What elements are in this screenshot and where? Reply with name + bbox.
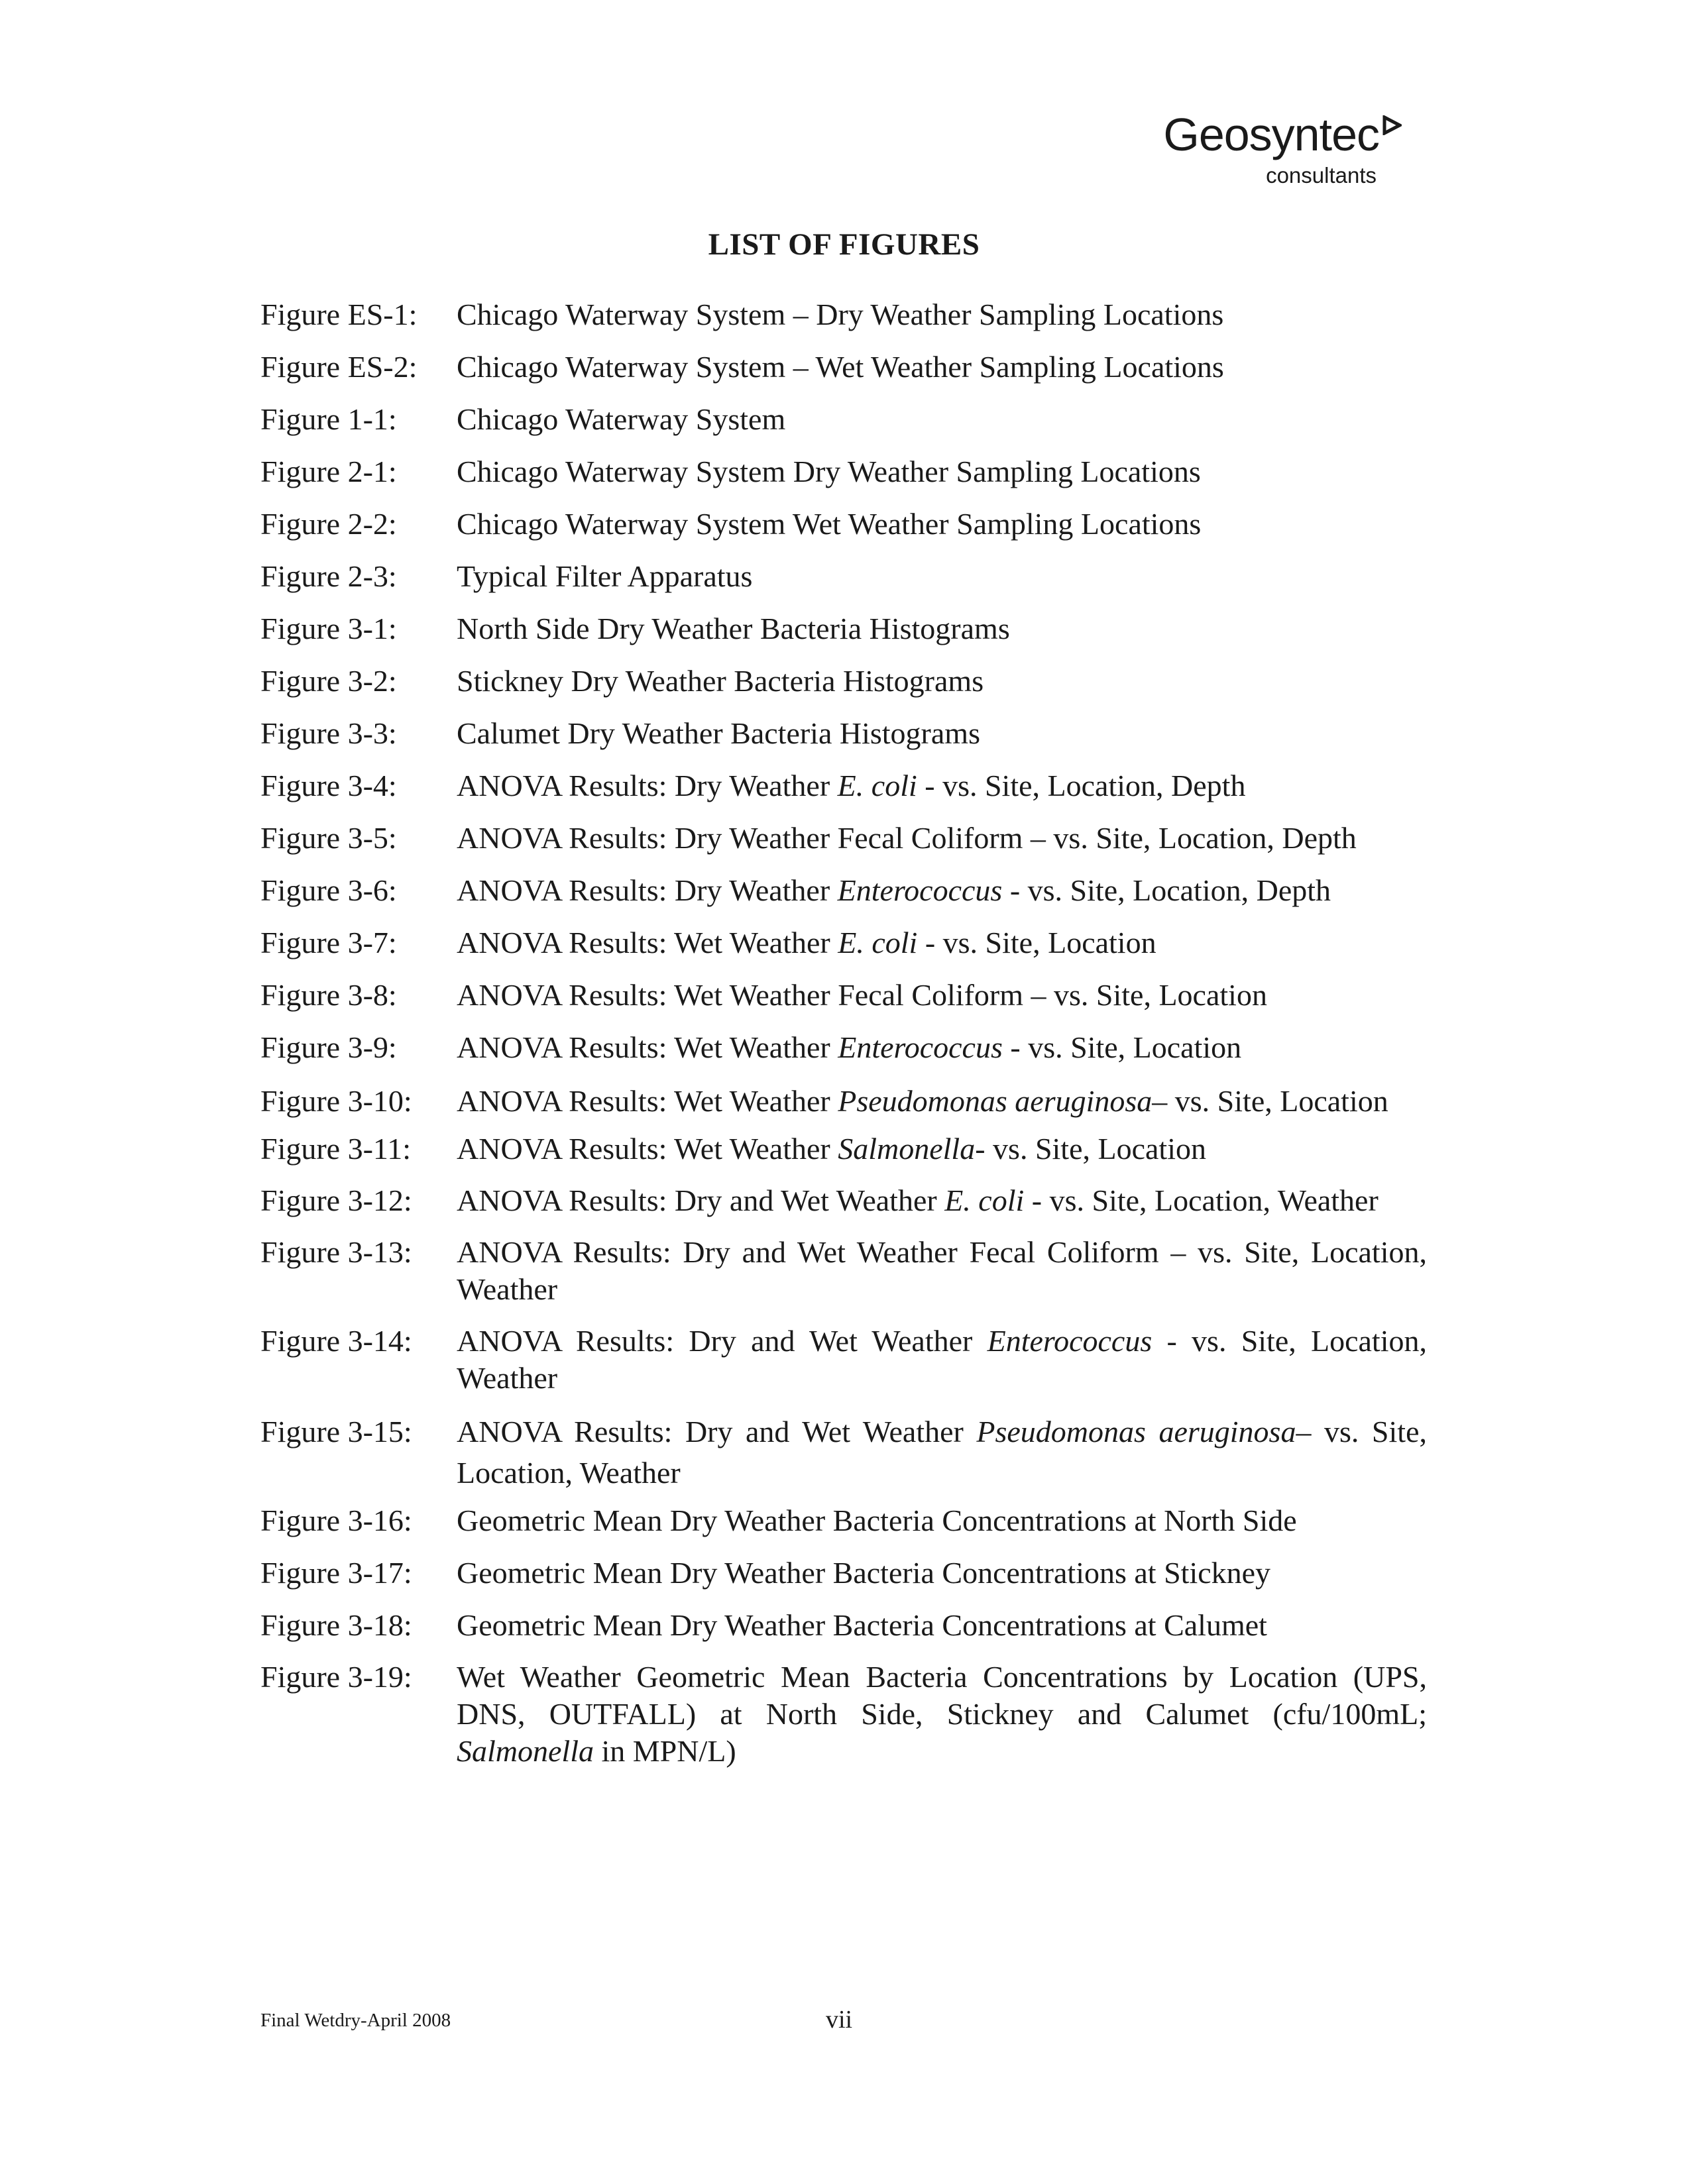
figure-title-text: ANOVA Results: Dry Weather: [457, 873, 838, 907]
figure-label: Figure ES-1:: [260, 298, 418, 331]
figure-entry: [260, 1554, 1427, 1592]
figure-title-text: ANOVA Results: Wet Weather: [457, 1030, 838, 1064]
figure-list: [260, 296, 1427, 1784]
figure-title-text: Geometric Mean Dry Weather Bacteria Concentrations at Calumet: [457, 1608, 1267, 1642]
figure-title-text: Chicago Waterway System – Dry Weather Sampling Locations: [457, 298, 1224, 331]
figure-title-text: in MPN/L): [593, 1734, 736, 1768]
figure-entry: [260, 296, 1427, 333]
figure-title-text: Stickney Dry Weather Bacteria Histograms: [457, 664, 984, 698]
figure-title-italic: Pseudomonas aeruginosa: [838, 1084, 1153, 1118]
figure-entry: [260, 1130, 1427, 1168]
figure-entry: [260, 1606, 1427, 1644]
figure-title-italic: Enterococcus: [838, 1030, 1003, 1064]
figure-title-italic: E. coli: [837, 769, 917, 802]
figure-title: [457, 1028, 1427, 1066]
figure-title-text: - vs. Site, Location, Weather: [457, 1324, 1427, 1395]
figure-title-text: Wet Weather Geometric Mean Bacteria Concentrations by Location (UPS, DNS, OUTFALL) at North Side, Stickney and Calumet (cfu/100mL;: [457, 1660, 1427, 1731]
figure-title-text: - vs. Site, Location: [975, 1132, 1206, 1166]
figure-entry: [260, 1659, 1427, 1770]
figure-title: [457, 400, 1427, 438]
figure-title-text: Chicago Waterway System Dry Weather Sampling Locations: [457, 455, 1201, 488]
figure-label: Figure 3-19:: [260, 1660, 412, 1694]
figure-entry: [260, 1411, 1427, 1494]
figure-label: Figure 3-5:: [260, 821, 397, 855]
figure-label: Figure 3-3:: [260, 716, 397, 750]
figure-title-text: ANOVA Results: Dry and Wet Weather Fecal Coliform – vs. Site, Location, Weather: [457, 1235, 1427, 1306]
page-title: LIST OF FIGURES: [708, 227, 980, 262]
figure-title-text: Calumet Dry Weather Bacteria Histograms: [457, 716, 980, 750]
figure-title: [457, 924, 1427, 961]
figure-entry: [260, 819, 1427, 857]
figure-title: [457, 610, 1427, 647]
figure-title-italic: Enterococcus: [837, 873, 1003, 907]
figure-label: Figure 3-7:: [260, 926, 397, 959]
figure-title-text: ANOVA Results: Dry and Wet Weather: [457, 1183, 945, 1217]
figure-entry: [260, 1323, 1427, 1397]
figure-title: [457, 453, 1427, 490]
figure-title-text: ANOVA Results: Dry and Wet Weather: [457, 1415, 977, 1448]
figure-title-italic: E. coli: [838, 926, 918, 959]
figure-title-text: - vs. Site, Location, Depth: [917, 769, 1246, 802]
figure-title: [457, 1411, 1427, 1494]
figure-title-text: Chicago Waterway System Wet Weather Sampling Locations: [457, 507, 1202, 541]
figure-label: Figure 3-10:: [260, 1084, 412, 1118]
figure-title: [457, 662, 1427, 700]
figure-title-text: Typical Filter Apparatus: [457, 559, 753, 593]
figure-label: Figure 3-14:: [260, 1324, 412, 1358]
figure-title-text: ANOVA Results: Dry Weather Fecal Coliform – vs. Site, Location, Depth: [457, 821, 1357, 855]
figure-label: Figure 3-11:: [260, 1132, 411, 1166]
figure-label: Figure 3-18:: [260, 1608, 412, 1642]
figure-title: [457, 1081, 1427, 1122]
figure-title: [457, 296, 1427, 333]
figure-label: Figure 2-3:: [260, 559, 397, 593]
figure-title: [457, 714, 1427, 752]
figure-entry: [260, 976, 1427, 1014]
figure-entry: [260, 1234, 1427, 1308]
figure-entry: [260, 662, 1427, 700]
logo-triangle-icon: [1382, 115, 1402, 135]
logo-subtitle: consultants: [1266, 163, 1377, 188]
figure-title: [457, 348, 1427, 386]
figure-title: [457, 1182, 1427, 1219]
figure-title: [457, 1554, 1427, 1592]
figure-title-text: – vs. Site, Location: [1152, 1084, 1388, 1118]
figure-label: Figure 2-2:: [260, 507, 397, 541]
figure-title-text: ANOVA Results: Wet Weather: [457, 1132, 838, 1166]
figure-entry: [260, 505, 1427, 543]
figure-entry: [260, 767, 1427, 804]
figure-title-italic: Salmonella: [457, 1734, 594, 1768]
figure-title-text: - vs. Site, Location, Depth: [1002, 873, 1331, 907]
figure-label: Figure 3-6:: [260, 873, 397, 907]
figure-entry: [260, 610, 1427, 647]
figure-entry: [260, 1182, 1427, 1219]
figure-title: [457, 1130, 1427, 1168]
figure-title-text: ANOVA Results: Dry Weather: [457, 769, 838, 802]
logo-name: Geosyntec: [1163, 109, 1379, 160]
figure-title-text: North Side Dry Weather Bacteria Histograms: [457, 612, 1010, 645]
figure-label: Figure ES-2:: [260, 350, 418, 384]
figure-title-text: - vs. Site, Location, Weather: [1024, 1183, 1379, 1217]
figure-entry: [260, 871, 1427, 909]
figure-entry: [260, 1081, 1427, 1122]
figure-entry: [260, 1502, 1427, 1539]
figure-label: Figure 3-15:: [260, 1415, 412, 1448]
figure-title-text: ANOVA Results: Dry and Wet Weather: [457, 1324, 987, 1358]
figure-title: [457, 871, 1427, 909]
figure-title: [457, 505, 1427, 543]
figure-title-text: – vs. Site, Location, Weather: [457, 1415, 1427, 1490]
figure-title-text: ANOVA Results: Wet Weather Fecal Coliform – vs. Site, Location: [457, 978, 1267, 1012]
figure-label: Figure 3-1:: [260, 612, 397, 645]
figure-title: [457, 767, 1427, 804]
company-logo: [1163, 111, 1402, 188]
figure-title: [457, 1502, 1427, 1539]
figure-title: [457, 976, 1427, 1014]
figure-entry: [260, 924, 1427, 961]
figure-title: [457, 1323, 1427, 1397]
figure-title-text: Chicago Waterway System: [457, 402, 786, 436]
footer-document-id: Final Wetdry-April 2008: [260, 2010, 451, 2031]
figure-title-text: Geometric Mean Dry Weather Bacteria Concentrations at Stickney: [457, 1556, 1271, 1590]
figure-title: [457, 557, 1427, 595]
figure-title-text: ANOVA Results: Wet Weather: [457, 926, 838, 959]
figure-title-italic: Pseudomonas aeruginosa: [976, 1415, 1296, 1448]
figure-label: Figure 3-16:: [260, 1503, 412, 1537]
figure-title-text: Chicago Waterway System – Wet Weather Sampling Locations: [457, 350, 1224, 384]
figure-label: Figure 3-17:: [260, 1556, 412, 1590]
figure-label: Figure 3-4:: [260, 769, 397, 802]
figure-title-text: Geometric Mean Dry Weather Bacteria Concentrations at North Side: [457, 1503, 1297, 1537]
figure-title-italic: Salmonella: [838, 1132, 976, 1166]
figure-entry: [260, 348, 1427, 386]
figure-title-text: - vs. Site, Location: [917, 926, 1156, 959]
figure-label: Figure 3-2:: [260, 664, 397, 698]
figure-label: Figure 3-12:: [260, 1183, 412, 1217]
figure-entry: [260, 400, 1427, 438]
figure-label: Figure 1-1:: [260, 402, 397, 436]
figure-title: [457, 1659, 1427, 1770]
figure-label: Figure 3-9:: [260, 1030, 397, 1064]
figure-title-text: - vs. Site, Location: [1002, 1030, 1242, 1064]
figure-label: Figure 3-8:: [260, 978, 397, 1012]
figure-title-text: ANOVA Results: Wet Weather: [457, 1084, 838, 1118]
footer-page-number: vii: [826, 2006, 853, 2034]
figure-entry: [260, 714, 1427, 752]
figure-entry: [260, 1028, 1427, 1066]
figure-label: Figure 3-13:: [260, 1235, 412, 1269]
figure-title-italic: Enterococcus: [987, 1324, 1153, 1358]
figure-title: [457, 1234, 1427, 1308]
figure-title: [457, 1606, 1427, 1644]
figure-title-italic: E. coli: [944, 1183, 1025, 1217]
figure-entry: [260, 557, 1427, 595]
figure-entry: [260, 453, 1427, 490]
figure-label: Figure 2-1:: [260, 455, 397, 488]
figure-title: [457, 819, 1427, 857]
